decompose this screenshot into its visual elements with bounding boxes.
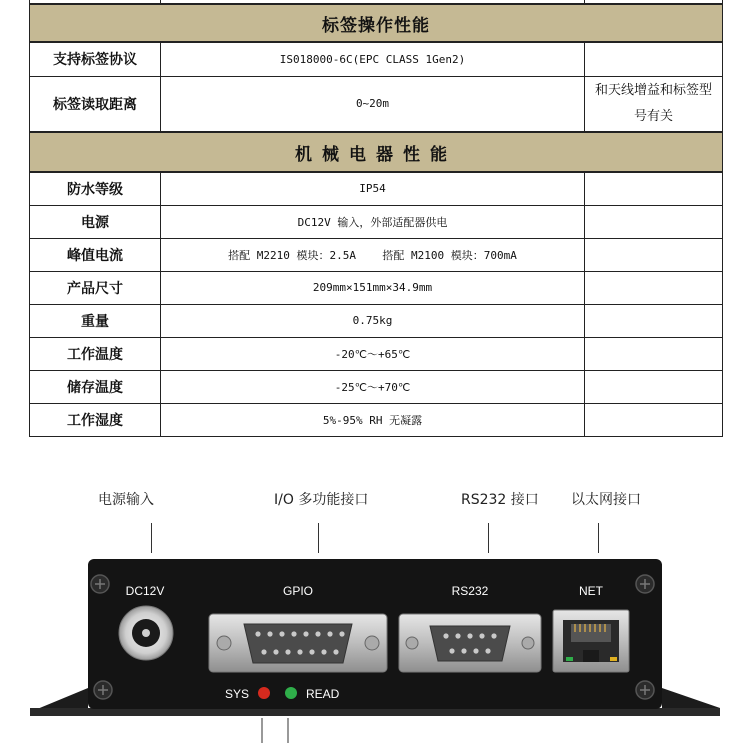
base-plate <box>30 708 720 716</box>
row-note <box>585 304 723 337</box>
row-key: 重量 <box>30 304 161 337</box>
row-value: 搭配 M2210 模块：2.5A 搭配 M2100 模块：700mA <box>161 238 585 271</box>
row-note <box>585 403 723 436</box>
row-note <box>585 337 723 370</box>
row-note <box>585 238 723 271</box>
dc-power-jack[interactable] <box>119 606 173 660</box>
spec-table <box>29 0 723 437</box>
row-value: -25℃～+70℃ <box>161 370 585 403</box>
read-led-indicator <box>285 687 297 699</box>
row-note <box>585 370 723 403</box>
row-value: 0~20m <box>161 76 585 132</box>
rfid-reader-device <box>0 540 750 743</box>
row-value: 0.75kg <box>161 304 585 337</box>
row-value: DC12V 输入，外部适配器供电 <box>161 205 585 238</box>
row-key: 防水等级 <box>30 172 161 205</box>
row-note: 和天线增益和标签型号有关 <box>585 76 723 132</box>
row-key: 电源 <box>30 205 161 238</box>
callout-rs232-port: RS232 接口 <box>461 492 539 508</box>
row-key: 支持标签协议 <box>30 42 161 76</box>
table-row <box>30 172 723 205</box>
row-value: IS018000-6C(EPC CLASS 1Gen2) <box>161 42 585 76</box>
net-label: NET <box>579 584 603 598</box>
screw-icon <box>91 575 109 593</box>
row-value: IP54 <box>161 172 585 205</box>
rs232-label: RS232 <box>451 584 489 598</box>
row-note <box>585 205 723 238</box>
section-title-mech: 机械电器性能 <box>30 132 723 172</box>
table-row <box>30 370 723 403</box>
section-header-mech <box>30 132 723 172</box>
dc12v-label: DC12V <box>125 584 165 598</box>
row-note <box>585 42 723 76</box>
row-note <box>585 172 723 205</box>
sys-led-label: SYS <box>224 687 249 701</box>
rs232-db9-connector[interactable] <box>399 614 541 672</box>
screw-icon <box>94 681 112 699</box>
row-value: 209mm×151mm×34.9mm <box>161 271 585 304</box>
table-row <box>30 205 723 238</box>
row-key: 工作温度 <box>30 337 161 370</box>
table-row <box>30 403 723 436</box>
screw-icon <box>636 681 654 699</box>
callout-io-port: I/O 多功能接口 <box>274 492 369 508</box>
row-key: 工作湿度 <box>30 403 161 436</box>
table-row <box>30 238 723 271</box>
ethernet-rj45-port[interactable] <box>553 610 629 672</box>
section-header-tag <box>30 4 723 42</box>
table-row <box>30 304 723 337</box>
read-led-label: READ <box>306 687 340 701</box>
section-title-tag: 标签操作性能 <box>30 4 723 42</box>
gpio-db15-connector[interactable] <box>209 614 387 672</box>
row-note <box>585 271 723 304</box>
table-row <box>30 42 723 76</box>
row-value: -20℃～+65℃ <box>161 337 585 370</box>
callout-ethernet-port: 以太网接口 <box>571 492 641 508</box>
table-row <box>30 337 723 370</box>
row-key: 峰值电流 <box>30 238 161 271</box>
row-key: 产品尺寸 <box>30 271 161 304</box>
table-row <box>30 76 723 132</box>
row-value: 5%-95% RH 无凝露 <box>161 403 585 436</box>
sys-led-indicator <box>258 687 270 699</box>
gpio-label: GPIO <box>282 584 314 598</box>
row-key: 储存温度 <box>30 370 161 403</box>
table-row <box>30 271 723 304</box>
callout-power-input: 电源输入 <box>98 492 154 508</box>
screw-icon <box>636 575 654 593</box>
row-key: 标签读取距离 <box>30 76 161 132</box>
